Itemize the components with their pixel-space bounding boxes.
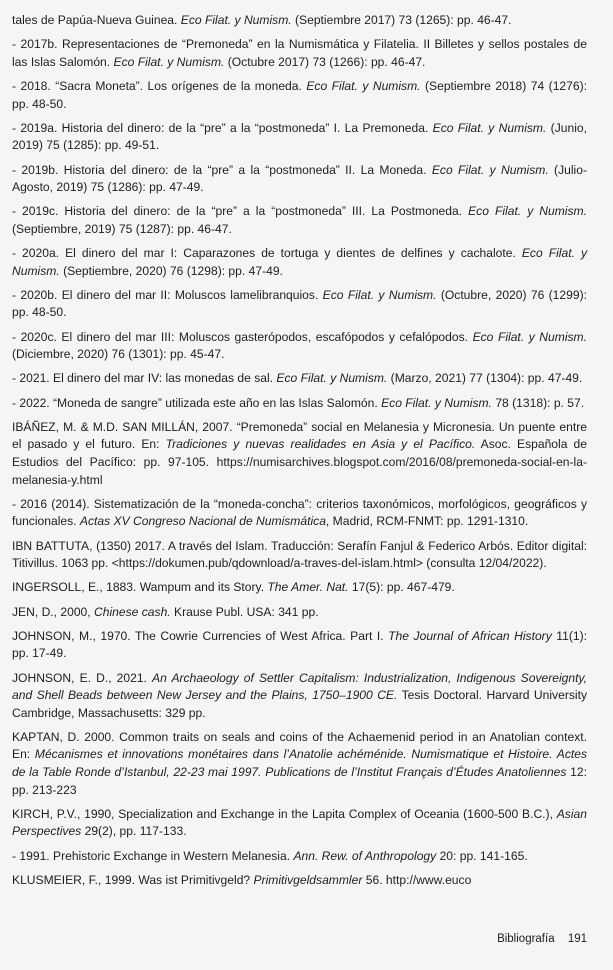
bibliography-entry	[12, 370, 587, 388]
bibliography-entry	[12, 729, 587, 799]
bibliography-entry	[12, 670, 587, 723]
bibliography-entry	[12, 579, 587, 597]
entry-text: 20: pp. 141-165.	[436, 848, 528, 863]
entry-text: , Madrid, RCM-FNMT: pp. 1291-1310.	[325, 514, 529, 529]
entry-title-italic: Asian Perspectives	[12, 806, 587, 839]
footer-section-title: Bibliografía	[497, 933, 555, 945]
entry-title-italic: Eco Filat. y Numism.	[431, 162, 549, 177]
entry-title-italic: Mécanismes et innovations monétaires dans l’Anatolie achéménide. Numismatique et Histoire. Actes de la Table Ronde d’Istanbul, 22-23 mai 1997. Publications de l’Institut Français d’Études Anatoliennes	[12, 747, 588, 780]
entry-title-italic: Eco Filat. y Numism.	[306, 78, 421, 93]
entry-text: (Septiembre 2018) 74 (1276): pp. 48-50.	[12, 78, 587, 111]
entry-text: (Septiembre 2017) 73 (1265): pp. 46-47.	[291, 13, 512, 27]
bibliography-list	[12, 12, 587, 889]
bibliography-entry	[12, 120, 587, 155]
entry-text: - 2018. “Sacra Moneta”. Los orígenes de la moneda.	[12, 78, 307, 93]
entry-title-italic: Actas XV Congreso Nacional de Numismática	[79, 514, 326, 529]
entry-text: JOHNSON, M., 1970. The Cowrie Currencies of West Africa. Part I.	[12, 628, 389, 643]
entry-text: 56. http://www.euco	[362, 872, 472, 887]
entry-text: 29(2), pp. 117-133.	[81, 824, 187, 839]
entry-text: (Septiembre, 2020) 76 (1298): pp. 47-49.	[59, 263, 283, 278]
entry-text: 11(1): pp. 17-49.	[12, 628, 588, 661]
bibliography-entry	[12, 395, 587, 413]
entry-text: IBN BATTUTA, (1350) 2017. A través del Islam. Traducción: Serafín Fanjul & Federico Arbós. Editor digital: Titivillus. 1063 pp. <https://dokumen.pub/qdownload/a-traves-del-islam.html> (consulta 12/04/2022).	[12, 538, 587, 571]
entry-title-italic: Eco Filat. y Numism.	[322, 287, 437, 302]
entry-text: (Julio-Agosto, 2019) 75 (1286): pp. 47-49.	[12, 162, 587, 195]
entry-text: Asoc. Española de Estudios del Pacífico: pp. 97-105. https://numisarchives.blogspot.com/2016/08/premoneda-social-en-la-melanesia-y.html	[12, 437, 587, 487]
entry-text: - 2019a. Historia del dinero: de la “pre” a la “postmoneda” I. La Premoneda.	[12, 120, 433, 135]
entry-title-italic: Eco Filat. y Numism.	[12, 246, 587, 278]
bibliography-entry	[12, 806, 587, 841]
bibliography-entry	[12, 203, 587, 238]
bibliography-entry	[12, 245, 587, 280]
entry-title-italic: Eco Filat. y Numism.	[113, 54, 225, 69]
entry-text: - 1991. Prehistoric Exchange in Western Melanesia.	[12, 848, 294, 863]
bibliography-entry	[12, 419, 587, 489]
entry-text: tales de Papúa-Nueva Guinea.	[12, 13, 181, 27]
entry-title-italic: Ann. Rew. of Anthropology	[293, 848, 437, 863]
entry-text: - 2022. “Moneda de sangre” utilizada este año en las Islas Salomón.	[12, 395, 382, 410]
bibliography-entry	[12, 604, 587, 622]
entry-title-italic: Eco Filat. y Numism.	[276, 371, 388, 386]
bibliography-entry	[12, 496, 587, 531]
entry-text: 17(5): pp. 467-479.	[348, 580, 455, 595]
entry-text: - 2021. El dinero del mar IV: las monedas de sal.	[12, 371, 277, 386]
bibliography-entry	[12, 162, 587, 197]
bibliography-entry	[12, 78, 587, 113]
entry-text: (Septiembre, 2019) 75 (1287): pp. 46-47.	[12, 221, 232, 236]
bibliography-entry	[12, 287, 587, 322]
entry-text: - 2019c. Historia del dinero: de la “pre” a la “postmoneda” III. La Postmoneda.	[12, 204, 469, 219]
entry-text: - 2017b. Representaciones de “Premoneda” en la Numismática y Filatelia. II Billetes y sellos postales de las Islas Salomón.	[12, 37, 587, 69]
entry-text: - 2020a. El dinero del mar I: Caparazones de tortuga y dientes de delfines y cachalote.	[12, 246, 522, 261]
entry-title-italic: Eco Filat. y Numism.	[468, 204, 587, 219]
entry-text: - 2020b. El dinero del mar II: Moluscos lamelibranquios.	[12, 287, 323, 302]
entry-text: INGERSOLL, E., 1883. Wampum and its Story.	[12, 580, 268, 595]
entry-text: (Octubre 2017) 73 (1266): pp. 46-47.	[224, 54, 426, 69]
entry-text: Krause Publ. USA: 341 pp.	[170, 604, 319, 619]
bibliography-entry	[12, 538, 587, 573]
entry-text: (Diciembre, 2020) 76 (1301): pp. 45-47.	[12, 347, 225, 362]
entry-text: 78 (1318): p. 57.	[491, 395, 585, 410]
entry-title-italic: Eco Filat. y Numism.	[180, 13, 292, 27]
entry-text: KAPTAN, D. 2000. Common traits on seals and coins of the Achaemenid period in an Anatolian context. En:	[12, 729, 587, 762]
bibliography-entry	[12, 872, 587, 890]
entry-text: KIRCH, P.V., 1990, Specialization and Exchange in the Lapita Complex of Oceania (1600-500 B.C.),	[12, 806, 557, 821]
bibliography-entry	[12, 628, 587, 663]
bibliography-entry	[12, 36, 587, 71]
entry-text: - 2020c. El dinero del mar III: Moluscos gasterópodos, escafópodos y cefalópodos.	[12, 329, 473, 344]
entry-text: - 2019b. Historia del dinero: de la “pre” a la “postmoneda” II. La Moneda.	[12, 162, 432, 177]
entry-title-italic: Eco Filat. y Numism.	[381, 395, 492, 410]
entry-title-italic: An Archaeology of Settler Capitalism: Industrialization, Indigenous Sovereignty, and Shell Beads between New Jersey and the Plains, 1750–1900 CE.	[12, 670, 587, 703]
entry-text: JOHNSON, E. D., 2021.	[12, 670, 153, 685]
page-number: 191	[567, 933, 587, 945]
bibliography-entry	[12, 848, 587, 866]
entry-title-italic: Chinese cash.	[94, 604, 171, 619]
entry-text: - 2016 (2014). Sistematización de la “moneda-concha”: criterios taxonómicos, morfológicos, geográficos y funcionales.	[12, 496, 587, 529]
entry-title-italic: Primitivgeldsammler	[253, 872, 363, 887]
entry-text: KLUSMEIER, F., 1999. Was ist Primitivgeld?	[12, 872, 254, 887]
entry-title-italic: The Journal of African History	[388, 628, 552, 643]
entry-title-italic: The Amer. Nat.	[267, 580, 349, 595]
entry-text: (Octubre, 2020) 76 (1299): pp. 48-50.	[12, 287, 587, 320]
entry-title-italic: Eco Filat. y Numism.	[432, 120, 547, 135]
entry-text: IBÁÑEZ, M. & M.D. SAN MILLÁN, 2007. “Premoneda” social en Melanesia y Micronesia. Un puente entre el pasado y el futuro. En:	[12, 419, 587, 452]
entry-text: (Marzo, 2021) 77 (1304): pp. 47-49.	[387, 371, 583, 386]
entry-text: 12: pp. 213-223	[12, 765, 587, 797]
entry-text: (Junio, 2019) 75 (1285): pp. 49-51.	[12, 120, 587, 153]
page-footer	[497, 933, 587, 945]
entry-title-italic: Tradiciones y nuevas realidades en Asia y el Pacífico.	[165, 437, 476, 452]
bibliography-entry	[12, 329, 587, 364]
entry-title-italic: Eco Filat. y Numism.	[472, 329, 587, 344]
entry-text: Tesis Doctoral. Harvard University Cambridge, Massachusetts: 329 pp.	[12, 688, 587, 720]
bibliography-entry	[12, 12, 587, 30]
entry-text: JEN, D., 2000,	[12, 604, 95, 619]
